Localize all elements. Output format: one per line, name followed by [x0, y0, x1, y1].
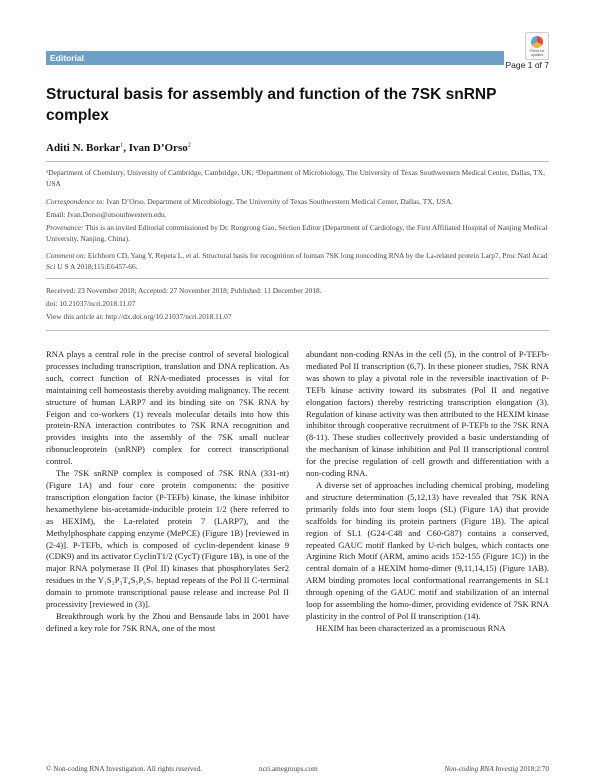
correspondence-label: Correspondence to:	[46, 197, 105, 206]
comment-label: Comment on:	[46, 251, 87, 260]
footer-citation	[444, 765, 549, 773]
comment-on	[46, 250, 549, 272]
footer-website[interactable]: ncri.amegroups.com	[259, 765, 318, 773]
divider	[46, 161, 549, 162]
author-affiliation-mark: 1	[120, 142, 124, 149]
view-article-link[interactable]: View this article at: http://dx.doi.org/10.21037/ncri.2018.11.07	[46, 312, 232, 321]
email-line[interactable]: Email: Ivan.Dorso@utsouthwestern.edu.	[46, 210, 167, 219]
author-separator: ,	[123, 142, 129, 154]
crossmark-icon	[531, 36, 543, 48]
journal-volume: 2018;2:70	[518, 765, 549, 773]
section-label-bar: Editorial	[46, 51, 504, 65]
provenance-text: This is an invited Editorial commissioned by Dr. Rongrong Gao, Section Editor (Department of Cardiology, the First Affiliated Hospital of Nanjing Medical University, Nanjing, China).	[46, 223, 548, 243]
body-paragraph: RNA plays a central role in the precise control of several biological processes including transcription, translation and DNA replication. As such, correct function of RNA-mediated processes is vital for maintaining cell homeostasis thereby avoiding malignancy. The recent structure of human LARP7 and its binding site on 7SK RNA by Feigon and co-workers (1) reveals molecular details into how this protein-RNA interaction contributes to 7SK RNA recognition and provides insights into the assembly of the 7SK small nuclear ribonucleoprotein (snRNP) complex for correct transcriptional control.	[46, 349, 289, 467]
page-number: Page 1 of 7	[505, 60, 549, 70]
divider	[46, 330, 549, 331]
body-paragraph: The 7SK snRNP complex is composed of 7SK RNA (331-nt) (Figure 1A) and four core protein components: the positive transcription elongation factor (P-TEFb) kinase, the kinase inhibitor hexamethylene bis-acetamide-inducible protein 1/2 (here referred to as HEXIM), the La-related protein 7 (LARP7), and the Methylphosphate capping enzyme (MePCE) (Figure 1B) [reviewed in (2-4)]. P-TEFb, which is composed of cyclin-dependent kinase 9 (CDK9) and its activator CyclinT1/2 (CycT) (Figure 1B), is one of the major RNA polymerase II (Pol II) kinases that phosphorylates Ser2 residues in the Y₁S₂P₃T₄S₅P₆S₇ heptad repeats of the Pol II C-terminal domain to promote transcriptional pause release and increase Pol II processivity [reviewed in (3)].	[46, 468, 289, 610]
body-column-right	[306, 349, 549, 635]
journal-name: Non-coding RNA Investig	[444, 765, 519, 773]
author-list	[46, 142, 191, 154]
divider	[46, 278, 549, 279]
body-paragraph: A diverse set of approaches including chemical probing, modeling and structure determination (5,12,13) have revealed that 7SK RNA primarily folds into four stem loops (SL) (Figure 1A) that provide scaffolds for binding its protein partners (Figure 1B). The apical region of SL1 (G24-C48 and C60-G87) contains a conserved, repeated GAUC motif flanked by U-rich bulges, which contacts one Arginine Rich Motif (ARM, amino acids 152-155 (Figure 1C)) in the central domain of a HEXIM homo-dimer (9,11,14,15) (Figure 1AB). ARM binding promotes local conformational rearrangements in SL1 through opening of the GAUC motif and stabilization of an internal loop for assembling the homo-dimer, providing evidence of 7SK RNA plasticity in the control of Pol II transcription (14).	[306, 479, 549, 621]
article-title: Structural basis for assembly and function of the 7SK snRNP complex	[46, 86, 497, 124]
affiliations: ¹Department of Chemistry, University of Cambridge, Cambridge, UK; ²Department of Microbiology, The University of Texas Southwestern Medical Center, Dallas, TX, USA	[46, 168, 545, 188]
footer-copyright: © Non-coding RNA Investigation. All rights reserved.	[46, 765, 202, 773]
correspondence-text: Ivan D’Orso. Department of Microbiology, The University of Texas Southwestern Medical Center, Dallas, TX, USA.	[104, 197, 453, 206]
author-name: Ivan D’Orso	[128, 142, 188, 154]
correspondence	[46, 196, 549, 207]
body-paragraph: HEXIM has been characterized as a promiscuous RNA	[316, 622, 506, 633]
badge-label: Check for updates	[529, 49, 545, 57]
publication-dates: Received: 23 November 2018; Accepted: 27 November 2018; Published: 11 December 2018.	[46, 286, 322, 295]
author-name: Aditi N. Borkar	[46, 142, 121, 154]
provenance-label: Provenance:	[46, 223, 84, 232]
author-affiliation-mark: 2	[187, 142, 191, 149]
comment-text: Eichhorn CD, Yang Y, Repeta L, et al. Structural basis for recognition of human 7SK long noncoding RNA by the La-related protein Larp7. Proc Natl Acad Sci U S A 2018;115:E6457-66.	[46, 251, 548, 271]
check-for-updates-badge[interactable]	[525, 32, 549, 60]
doi: doi: 10.21037/ncri.2018.11.07	[46, 299, 136, 308]
body-paragraph: Breakthrough work by the Zhou and Bensaude labs in 2001 have defined a key role for 7SK RNA, one of the most	[46, 610, 289, 633]
provenance	[46, 222, 549, 244]
body-column-left	[46, 349, 289, 635]
body-paragraph: abundant non-coding RNAs in the cell (5), in the control of P-TEFb-mediated Pol II transcription (6,7). In these pioneer studies, 7SK RNA was shown to play a pivotal role in the reversible inactivation of P-TEFb kinase activity toward its substrates (Pol II and negative elongation factors) thereby restricting transcription elongation (3). Regulation of kinase activity was then attributed to the HEXIM kinase inhibitor through cooperative recruitment of P-TEFb to the 7SK RNA (8-11). These studies collectively provided a basic understanding of the mechanism of kinase inhibition and Pol II transcriptional control for the precise regulation of cell growth and differentiation with a non-coding RNA.	[306, 349, 549, 479]
